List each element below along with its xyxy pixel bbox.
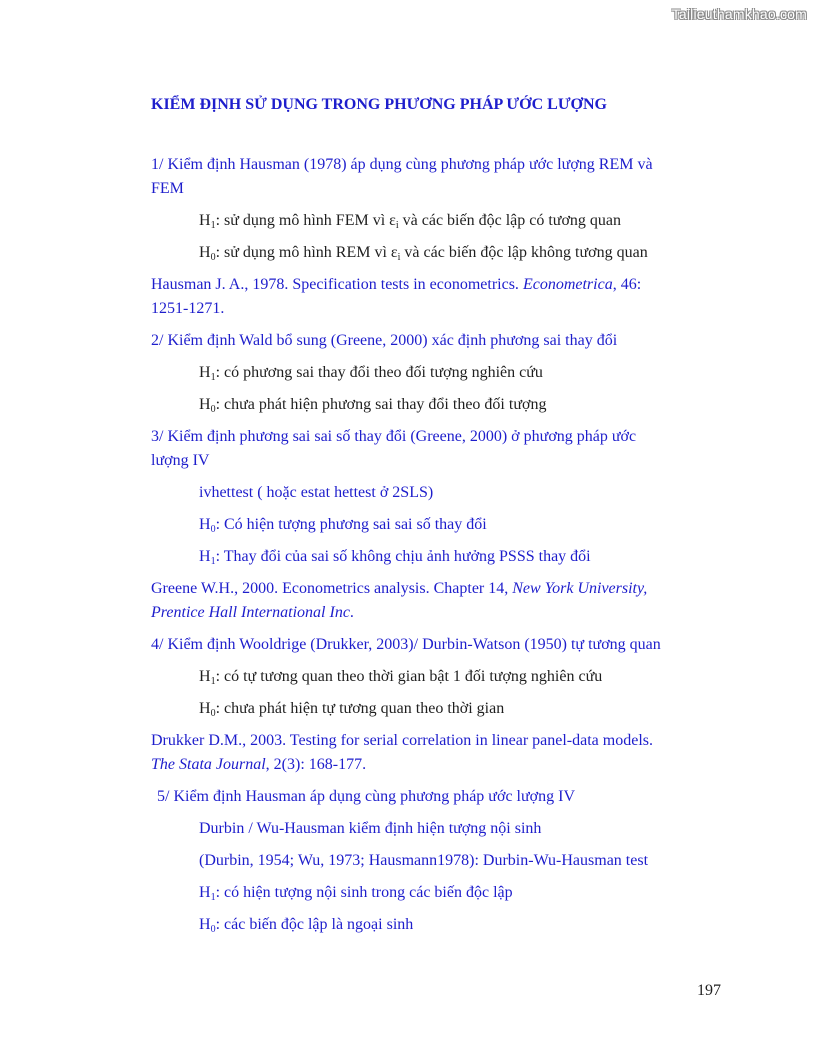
section-5-heading: 5/ Kiểm định Hausman áp dụng cùng phương pháp ước lượng IV [157,788,575,805]
section-1-hypothesis-h1 [199,211,621,231]
hypothesis-text-rest: và các biến độc lập có tương quan [398,212,622,229]
section-2-hypothesis-h1 [199,363,543,383]
h-subscript: 0 [210,924,216,935]
section-1-reference-line1 [151,275,641,295]
hypothesis-text: : sử dụng mô hình REM vì ε [215,244,398,261]
hypothesis-text: : có phương sai thay đổi theo đối tượng nghiên cứu [215,364,543,381]
section-4-hypothesis-h1 [199,667,602,687]
hypothesis-text: : chưa phát hiện tự tương quan theo thời gian [215,700,505,717]
section-2-hypothesis-h0 [199,395,546,415]
hypothesis-text: : sử dụng mô hình FEM vì ε [215,212,396,229]
h-symbol: H [199,700,211,717]
section-4-reference-line1: Drukker D.M., 2003. Testing for serial correlation in linear panel-data models. [151,732,653,749]
section-5-line2: Durbin / Wu-Hausman kiểm định hiện tượng nội sinh [199,820,542,837]
publisher-name: Prentice Hall International Inc [151,604,350,621]
epsilon-subscript: i [397,252,401,263]
journal-name: The Stata Journal [151,756,266,773]
hypothesis-text: : các biến độc lập là ngoại sinh [215,916,414,933]
reference-end: . [349,604,354,621]
reference-text: Greene W.H., 2000. Econometrics analysis. Chapter 14, [151,580,513,597]
h-subscript: 1 [210,556,216,567]
section-1-reference-line2: 1251-1271. [151,300,225,317]
h-symbol: H [199,916,211,933]
watermark: Tailieuthamkhao.com [671,6,807,22]
h-subscript: 0 [210,404,216,415]
hypothesis-text: : có tự tương quan theo thời gian bật 1 đối tượng nghiên cứu [215,668,603,685]
h-subscript: 0 [210,708,216,719]
section-5-hypothesis-h0 [199,915,413,935]
h-symbol: H [199,364,211,381]
section-3-reference-line2 [151,603,354,623]
publisher-name: New York University, [512,580,648,597]
section-4-heading: 4/ Kiểm định Wooldrige (Drukker, 2003)/ Durbin-Watson (1950) tự tương quan [151,636,661,653]
epsilon-subscript: i [395,220,399,231]
section-5-hypothesis-h1 [199,883,513,903]
reference-volume: , 2(3): 168-177. [265,756,367,773]
section-5-line3: (Durbin, 1954; Wu, 1973; Hausmann1978): Durbin-Wu-Hausman test [199,852,649,869]
hypothesis-text-rest: và các biến độc lập không tương quan [400,244,648,261]
section-3-hypothesis-h1 [199,547,591,567]
h-subscript: 0 [210,252,216,263]
hypothesis-text: : chưa phát hiện phương sai thay đổi theo đối tượng [215,396,547,413]
h-subscript: 0 [210,524,216,535]
section-1-hypothesis-h0 [199,243,648,263]
hypothesis-text: : Có hiện tượng phương sai sai số thay đổi [215,516,487,533]
section-4-reference-line2 [151,755,366,775]
reference-volume: , 46: [612,276,642,293]
h-symbol: H [199,548,211,565]
section-3-heading-line1: 3/ Kiểm định phương sai sai số thay đổi (Greene, 2000) ở phương pháp ước [151,428,637,445]
h-subscript: 1 [210,220,216,231]
journal-name: Econometrica [522,276,613,293]
h-subscript: 1 [210,372,216,383]
section-3-hypothesis-h0 [199,515,487,535]
hypothesis-text: : có hiện tượng nội sinh trong các biến độc lập [215,884,513,901]
page-number: 197 [697,982,721,999]
section-3-command: ivhettest ( hoặc estat hettest ở 2SLS) [199,484,434,501]
h-symbol: H [199,244,211,261]
section-3-reference-line1 [151,579,647,599]
h-subscript: 1 [210,892,216,903]
h-symbol: H [199,212,211,229]
section-3-heading-line2: lượng IV [151,452,210,469]
h-symbol: H [199,668,211,685]
h-symbol: H [199,884,211,901]
section-2-heading: 2/ Kiểm định Wald bổ sung (Greene, 2000) xác định phương sai thay đổi [151,332,618,349]
page-title: KIỂM ĐỊNH SỬ DỤNG TRONG PHƯƠNG PHÁP ƯỚC LƯỢNG [151,96,607,113]
section-1-heading-line1: 1/ Kiểm định Hausman (1978) áp dụng cùng phương pháp ước lượng REM và [151,156,653,173]
hypothesis-text: : Thay đổi của sai số không chịu ảnh hưởng PSSS thay đổi [215,548,591,565]
section-1-heading-line2: FEM [151,180,184,197]
h-subscript: 1 [210,676,216,687]
h-symbol: H [199,396,211,413]
reference-text: Hausman J. A., 1978. Specification tests in econometrics. [151,276,523,293]
section-4-hypothesis-h0 [199,699,504,719]
h-symbol: H [199,516,211,533]
